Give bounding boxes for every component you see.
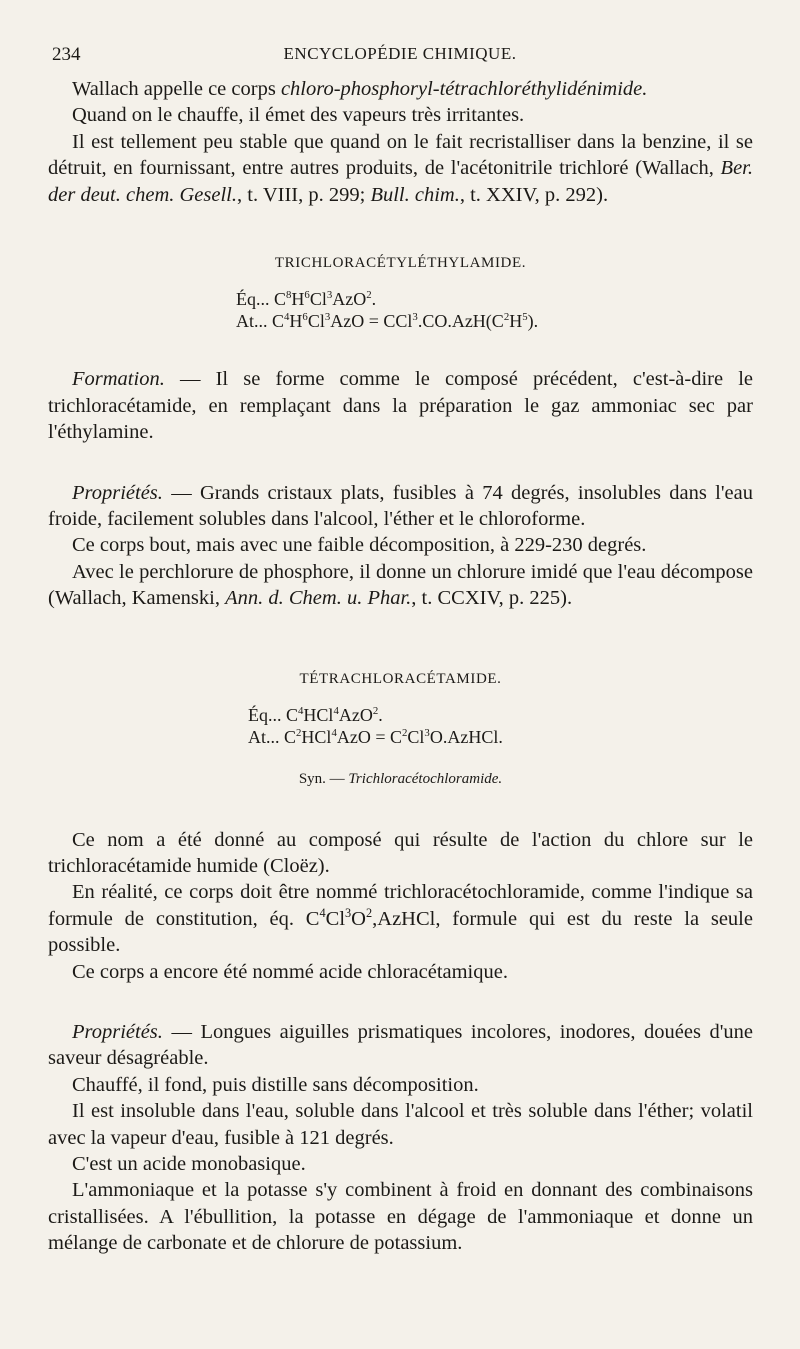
paragraph-instability: Il est tellement peu stable que quand on le fait recristalliser dans la benzine, il se détruit, en fournissant, entre autres produits, de l'acétonitrile trichloré (Wallach, Ber. der deut. chem. Gesell., t. VIII, p. 299; Bull. chim., t. XXIV, p. 292). (48, 130, 753, 206)
paragraph-origin: Ce nom a été donné au composé qui résulte de l'action du chlore sur le trichloracétamide humide (Cloëz). (48, 828, 753, 877)
formula-equivalent: Éq... $C^4HCl^4AzO^2$. (248, 705, 383, 726)
paragraph-vapors: Quand on le chauffe, il émet des vapeurs très irritantes. (72, 104, 525, 127)
citation-journal: Bull. chim. (370, 183, 460, 206)
formula-equivalent: Éq... $C^8H^6Cl^3AzO^2$. (236, 289, 377, 310)
citation-journal: Ber. der deut. chem. Gesell. (48, 157, 753, 206)
running-title: ENCYCLOPÉDIE CHIMIQUE. (283, 44, 517, 63)
paragraph-solubility: Il est insoluble dans l'eau, soluble dans l'alcool et très soluble dans l'éther; volatil avec la vapeur d'eau, fusible à 121 degrés. (48, 1100, 753, 1149)
page-number: 234 (52, 44, 81, 65)
page-body (48, 76, 753, 1257)
paragraph-properties: Propriétés. — Longues aiguilles prismatiques incolores, inodores, douées d'une saveur désagréable. (48, 1020, 753, 1070)
paragraph-properties: Propriétés. — Grands cristaux plats, fusibles à 74 degrés, insolubles dans l'eau froide, facilement solubles dans l'alcool, l'éther et le chloroforme. (48, 481, 753, 531)
paragraph-perchloride: Avec le perchlorure de phosphore, il donne un chlorure imidé que l'eau décompose (Wallach, Kamenski, Ann. d. Chem. u. Phar., t. CCXIV, p. 225). (48, 560, 753, 610)
paragraph-formation: Formation. — Il se forme comme le composé précédent, c'est-à-dire le trichloracétamide, en remplaçant dans la préparation le gaz ammoniac sec par l'éthylamine. (48, 368, 753, 444)
paragraph-boiling: Ce corps bout, mais avec une faible décomposition, à 229-230 degrés. (72, 534, 647, 557)
paragraph-combinations: L'ammoniaque et la potasse s'y combinent à froid en donnant des combinaisons cristallisées. A l'ébullition, la potasse en dégage de l'ammoniaque et donne un mélange de carbonate et de chlorure de potassium. (48, 1179, 753, 1255)
section-heading: TÉTRACHLORACÉTAMIDE. (299, 670, 502, 687)
running-head (52, 44, 748, 68)
paragraph-constitution: En réalité, ce corps doit être nommé trichloracétochloramide, comme l'indique sa formule de constitution, éq. $C^4Cl^3O^2,AzHCl$, formule qui est du reste la seule possible. (48, 881, 753, 957)
paragraph-other-name: Ce corps a encore été nommé acide chloracétamique. (72, 960, 508, 983)
paragraph-wallach-name: Wallach appelle ce corps chloro-phosphoryl-tétrachloréthylidénimide. (72, 78, 648, 100)
paragraph-acidity: C'est un acide monobasique. (72, 1152, 306, 1175)
paragraph-label: Formation. (72, 368, 165, 391)
paragraph-label: Propriétés. (72, 481, 163, 504)
citation-journal: Ann. d. Chem. u. Phar. (225, 587, 412, 610)
synonym-value: Trichloracétochloramide. (348, 771, 503, 788)
paragraph-melting: Chauffé, il fond, puis distille sans décomposition. (72, 1073, 479, 1096)
section-heading: TRICHLORACÉTYLÉTHYLAMIDE. (274, 255, 527, 272)
synonym-line: Syn. — Trichloracétochloramide. (298, 771, 503, 788)
formula-atomic: At... $C^2HCl^4AzO$ = $C^2Cl^3O.AzHCl$. (248, 727, 503, 748)
formula-atomic: At... $C^4H^6Cl^3AzO = CCl^3.CO.AzH(C^2H^5)$. (236, 311, 539, 332)
compound-name: chloro-phosphoryl-tétrachloréthylidénimide. (280, 78, 648, 100)
paragraph-label: Propriétés. (72, 1020, 163, 1043)
